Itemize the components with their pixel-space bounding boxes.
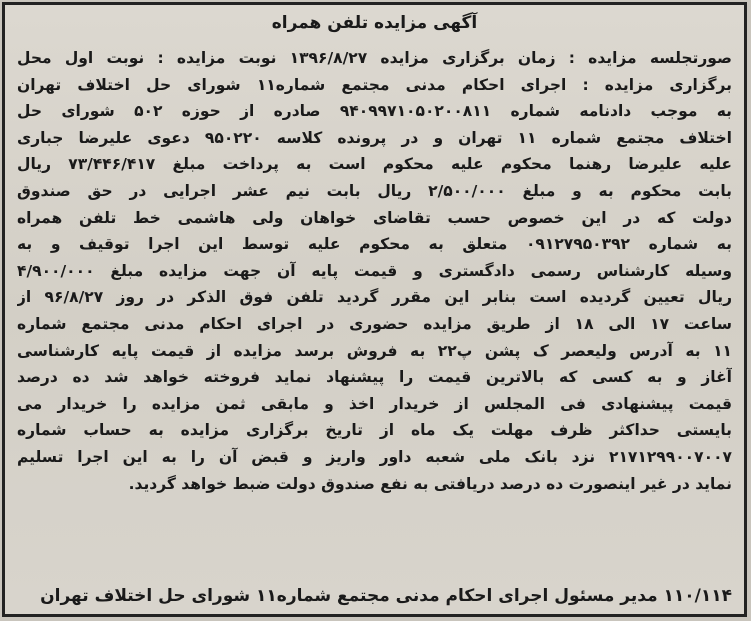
notice-line: ساعت ۱۷ الی ۱۸ از طریق مزایده حضوری در اجرای احکام مدنی مجتمع شماره (17, 314, 732, 333)
notice-line: به موجب دادنامه شماره ۹۴۰۹۹۷۱۰۵۰۲۰۰۸۱۱ صادره از حوزه ۵۰۲ شورای حل (17, 102, 732, 121)
notice-line: به شماره ۰۹۱۲۷۹۵۰۳۹۲ متعلق به محکوم علیه توسط این اجرا توقیف و به (17, 235, 732, 254)
notice-line: علیه علیرضا رهنما محکوم علیه محکوم است به پرداخت مبلغ ۷۳/۴۴۶/۴۱۷ ریال (17, 155, 732, 174)
notice-line: دولت که در این خصوص حسب تقاضای خواهان ولی هاشمی خط تلفن همراه (17, 208, 732, 227)
notice-line: ریال تعیین گردیده است بنابر این مقرر گردید تلفن فوق الذکر در روز ۹۶/۸/۲۷ از (17, 288, 732, 307)
notice-line: بابت محکوم به و مبلغ ۲/۵۰۰/۰۰۰ ریال بابت نیم عشر اجرایی در حق صندوق (17, 181, 732, 200)
notice-title: آگهی مزایده تلفن همراه (271, 13, 478, 33)
notice-line: اختلاف مجتمع شماره ۱۱ تهران و در پرونده کلاسه ۹۵۰۲۲۰ دعوی علیرضا جباری (17, 128, 732, 147)
notice-signature: ۱۱۰/۱۱۴ مدیر مسئول اجرای احکام مدنی مجتمع شماره۱۱ شورای حل اختلاف تهران (40, 586, 732, 606)
notice-line: قیمت پیشنهادی فی المجلس از خریدار اخذ و مابقی ثمن مزایده را خریدار می (17, 394, 732, 413)
notice-line: صورتجلسه مزایده : زمان برگزاری مزایده ۱۳۹۶/۸/۲۷ نوبت مزایده : نوبت اول محل (17, 49, 732, 67)
notice-document (2, 2, 747, 617)
notice-body (17, 45, 732, 497)
notice-line: ۲۱۷۱۲۹۹۰۰۷۰۰۷ نزد بانک ملی شعبه داور واریز و قبض آن را به این اجرا تسلیم (17, 447, 732, 466)
notice-line: ۱۱ به آدرس ولیعصر ک پشن پ۲۲ به فروش برسد مزایده از قیمت پایه کارشناسی (17, 341, 732, 360)
notice-line: برگزاری مزایده : اجرای احکام مدنی مجتمع شماره۱۱ شورای حل اختلاف تهران (17, 75, 732, 94)
notice-line: بایستی حداکثر ظرف مهلت یک ماه از تاریخ برگزاری مزایده به حساب شماره (17, 421, 732, 440)
notice-line: نماید در غیر اینصورت ده درصد دریافتی به نفع صندوق دولت ضبط خواهد گردید. (128, 474, 732, 493)
notice-line: آغاز و به کسی که بالاترین قیمت را پیشنهاد نماید فروخته خواهد شد ده درصد (17, 368, 732, 387)
notice-line: وسیله کارشناس رسمی دادگستری و قیمت پایه آن جهت مزایده مبلغ ۴/۹۰۰/۰۰۰ (17, 261, 732, 280)
